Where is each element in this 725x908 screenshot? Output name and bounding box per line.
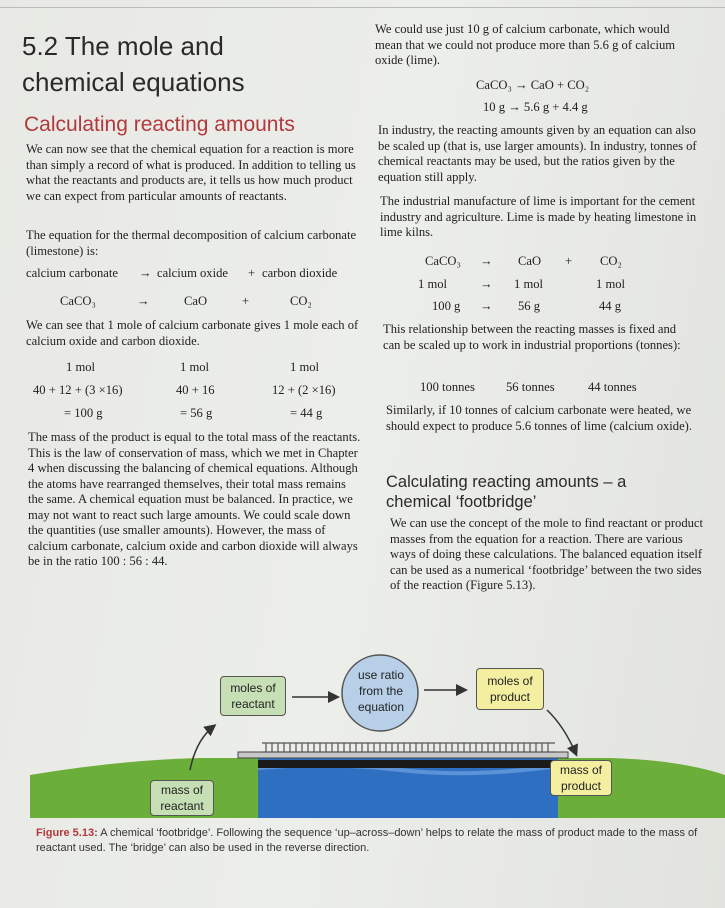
equation-1: CaCO₃ → CaO + CO₂ (476, 78, 590, 92)
subheading-footbridge: Calculating reacting amounts – a chemical ‘footbridge’ (386, 473, 627, 511)
left-paragraph-1: We can now see that the chemical equation for a reaction is more than simply a record of what is produced. In addition to telling us what the reactants and products are, it tells us how much product we can expect from particular amounts of reactants. (26, 142, 356, 203)
use-ratio-label: use ratio from the equation (357, 668, 405, 714)
bridge-deck (238, 752, 568, 758)
footbridge-diagram (0, 640, 725, 820)
section-title-line-2: chemical equations (22, 67, 245, 97)
mass-of-reactant-box: mass of reactant (150, 780, 214, 816)
right-paragraph-1: We could use just 10 g of calcium carbonate, which would mean that we could not produce more than 5.6 g of calcium oxide (lime). (375, 22, 676, 67)
section-title-line-1: 5.2 The mole and (22, 31, 224, 61)
mass-of-product-box: mass of product (550, 760, 612, 796)
figure-caption: Figure 5.13: A chemical ‘footbridge’. Following the sequence ‘up–across–down’ helps to relate the mass of product made to the mass of reactant used. The ‘bridge’ can also be used in the reverse direction. (36, 827, 698, 854)
right-paragraph-3: The industrial manufacture of lime is important for the cement industry and agriculture. Lime is made by heating limestone in lime kilns. (380, 194, 697, 239)
textbook-page: 5.2 The mole and chemical equations Calculating reacting amounts We can now see that the chemical equation for a reaction is more than simply a record of what is produced. In addition to telling us what the reactants and products are, it tells us how much product we can expect from particular amounts of reactants. The equation for the thermal decomposition of calcium carbonate (limestone) is: calcium carbonate → calcium oxide + carbon dioxide CaCO₃ → CaO + CO₂ We can see that 1 mole of calcium carbonate gives 1 mole each of calcium oxide and carbon dioxide. 1 mol 1 mol 1 mol 40 + 12 + (3 ×16) 40 + 16 12 + (2 ×16) = 100 g = 56 g = 44 g The mass of the product is equal to the total mass of the reactants. This is the law of conservation of mass, which we met in Chapter 4 when discussing the balancing of chemical equations. Although the atoms have rearranged themselves, their total mass remains the same. A chemical equation must be balanced. In practice, we may not want to react such large amounts. We could scale down the quantities (use smaller amounts). However, the mass of calcium carbonate, calcium oxide and carbon dioxide will always be in the ratio 100 : 56 : 44. We could use just 10 g of calcium carbonate, which would mean that we could not produce more than 5.6 g of calcium oxide (lime). CaCO₃ → CaO + CO₂ 10 g → 5.6 g + 4.4 g In industry, the reacting amounts given by an equation can also be scaled up (that is, use larger amounts). In industry, tonnes of chemical reactants may be used, but the ratios given by the equation still apply. The industrial manufacture of lime is important for the cement industry and agriculture. Lime is made by heating limestone in lime kilns. CaCO₃ → CaO + CO₂ 1 mol → 1 mol 1 mol 100 g → 56 g 44 g This relationship between the reacting masses is fixed and can be scaled up to work in industrial proportions (tonnes): 100 tonnes 56 tonnes 44 tonnes Similarly, if 10 tonnes of calcium carbonate were heated, we should expect to produce 5.6 tonnes of lime (calcium oxide). Calculating reacting amounts – a chemical ‘footbridge’ We can use the concept of the mole to find reactant or product masses from the equation for a reaction. There are various ways of doing these calculations. The balanced equation itself can be used as a numerical ‘footbridge’ between the two sides of the reaction (Figure 5.13). moles of reactant use ratio from the equation moles of product mass of reactant mass of product Figure 5.13: A chemical ‘footbridge’. Following the sequence ‘up–across–down’ helps to relate the mass of product made to the mass of reactant used. The ‘bridge’ can also be used in the reverse direction. (0, 0, 725, 908)
left-bank (30, 758, 258, 818)
arrow-down (547, 710, 576, 754)
subheading-calculating: Calculating reacting amounts (24, 113, 295, 136)
right-paragraph-2: In industry, the reacting amounts given by an equation can also be scaled up (that is, use larger amounts). In industry, tonnes of chemical reactants may be used, but the ratios given by the equation still apply. (378, 123, 697, 184)
right-paragraph-4: This relationship between the reacting masses is fixed and can be scaled up to work in industrial proportions (tonnes): (383, 322, 681, 352)
moles-of-product-box: moles of product (476, 668, 544, 710)
right-paragraph-6: We can use the concept of the mole to find reactant or product masses from the equation for a reaction. There are various ways of doing these calculations. The balanced equation itself can be used as a numerical ‘footbridge’ between the two sides of the reaction (Figure 5.13). (390, 516, 704, 592)
right-paragraph-5: Similarly, if 10 tonnes of calcium carbonate were heated, we should expect to produce 5.6 tonnes of lime (calcium oxide). (386, 403, 693, 433)
bank-shadow (258, 760, 558, 768)
section-title (22, 28, 362, 100)
top-rule (0, 7, 725, 8)
moles-of-reactant-box: moles of reactant (220, 676, 286, 716)
left-paragraph-2: The equation for the thermal decomposition of calcium carbonate (limestone) is: (26, 228, 357, 258)
left-paragraph-3: We can see that 1 mole of calcium carbonate gives 1 mole each of calcium oxide and carbon dioxide. (26, 318, 359, 348)
bridge-railing (262, 743, 555, 752)
equation-1-mass: 10 g → 5.6 g + 4.4 g (483, 100, 588, 114)
left-paragraph-4: The mass of the product is equal to the total mass of the reactants. This is the law of conservation of mass, which we met in Chapter 4 when discussing the balancing of chemical equations. Although the atoms have rearranged themselves, their total mass remains the same. A chemical equation must be balanced. In practice, we may not want to react such large amounts. We could scale down the quantities (use smaller amounts). However, the mass of calcium carbonate, calcium oxide and carbon dioxide will always be in the ratio 100 : 56 : 44. (28, 430, 361, 568)
